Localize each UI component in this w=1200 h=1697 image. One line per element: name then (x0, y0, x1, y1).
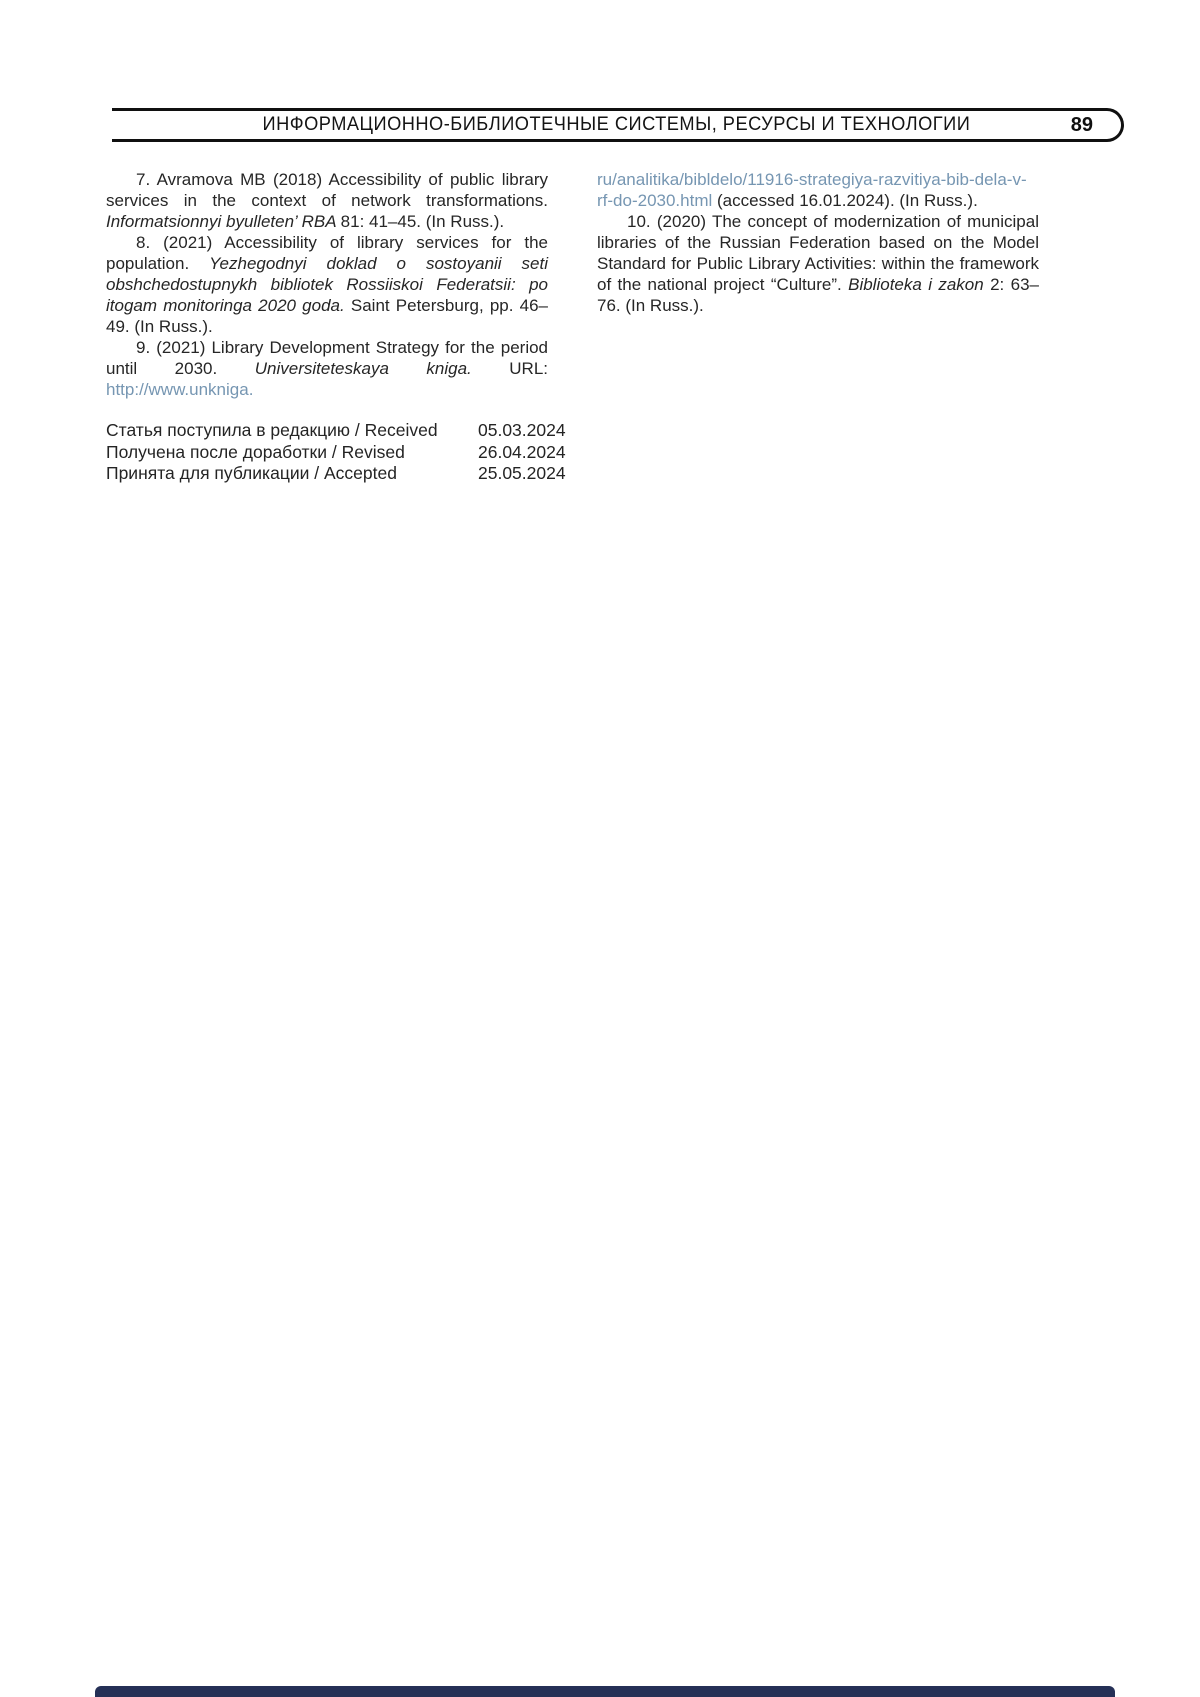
reference-paragraph (106, 337, 548, 400)
reference-paragraph (106, 232, 548, 337)
reference-italic-text: Biblioteka i zakon (848, 275, 991, 294)
date-label-revised: Получена после доработки / Revised (106, 441, 405, 462)
reference-url-link[interactable]: http://www.unkniga. (106, 380, 254, 399)
references-column-right (597, 169, 1039, 316)
reference-text: 7. Avramova MB (2018) Accessibility of public library services in the context of network transformations. (106, 170, 548, 210)
reference-italic-text: Universiteteskaya kniga. (254, 359, 510, 378)
article-dates (106, 420, 566, 485)
reference-text: URL: (509, 359, 548, 378)
running-header (112, 108, 1124, 142)
reference-text: 81: 41–45. (In Russ.). (340, 212, 505, 231)
date-label-received: Статья поступила в редакцию / Received (106, 420, 438, 440)
page-number: 89 (1070, 113, 1093, 136)
date-label-accepted: Принята для публикации / Accepted (106, 463, 397, 483)
reference-text: 2: 63–76. (In Russ.). (597, 275, 1040, 315)
reference-paragraph (597, 211, 1039, 316)
date-value-received: 05.03.2024 (478, 420, 566, 440)
footer-bar (95, 1686, 1115, 1697)
reference-paragraph (106, 169, 548, 232)
reference-italic-text: Yezhegodnyi doklad o sostoyanii seti obshchedostupnykh bibliotek Rossiiskoi Federatsii: po itogam monitoringa 2020 goda. (106, 254, 548, 315)
reference-text: (accessed 16.01.2024). (In Russ.). (717, 191, 978, 210)
reference-paragraph (597, 169, 1039, 211)
date-value-accepted: 25.05.2024 (478, 463, 566, 483)
date-value-revised: 26.04.2024 (478, 441, 566, 462)
references-column-left (106, 169, 548, 400)
reference-text: 9. (2021) Library Development Strategy for the period until 2030. (106, 338, 548, 378)
reference-text: 10. (2020) The concept of modernization of municipal libraries of the Russian Federation based on the Model Standard for Public Library Activities: within the framework of the national project “Culture”. (597, 212, 1039, 294)
reference-italic-text: Informatsionnyi byulleten’ RBA (106, 212, 341, 231)
reference-url-link[interactable]: ru/analitika/bibldelo/11916-strategiya-razvitiya-bib-dela-v-rf-do-2030.html (597, 170, 1027, 210)
running-header-title: ИНФОРМАЦИОННО-БИБЛИОТЕЧНЫЕ СИСТЕМЫ, РЕСУРСЫ И ТЕХНОЛОГИИ (262, 114, 971, 135)
reference-text: 8. (2021) Accessibility of library services for the population. (106, 233, 548, 273)
reference-text: Saint Petersburg, pp. 46–49. (In Russ.). (106, 296, 548, 336)
